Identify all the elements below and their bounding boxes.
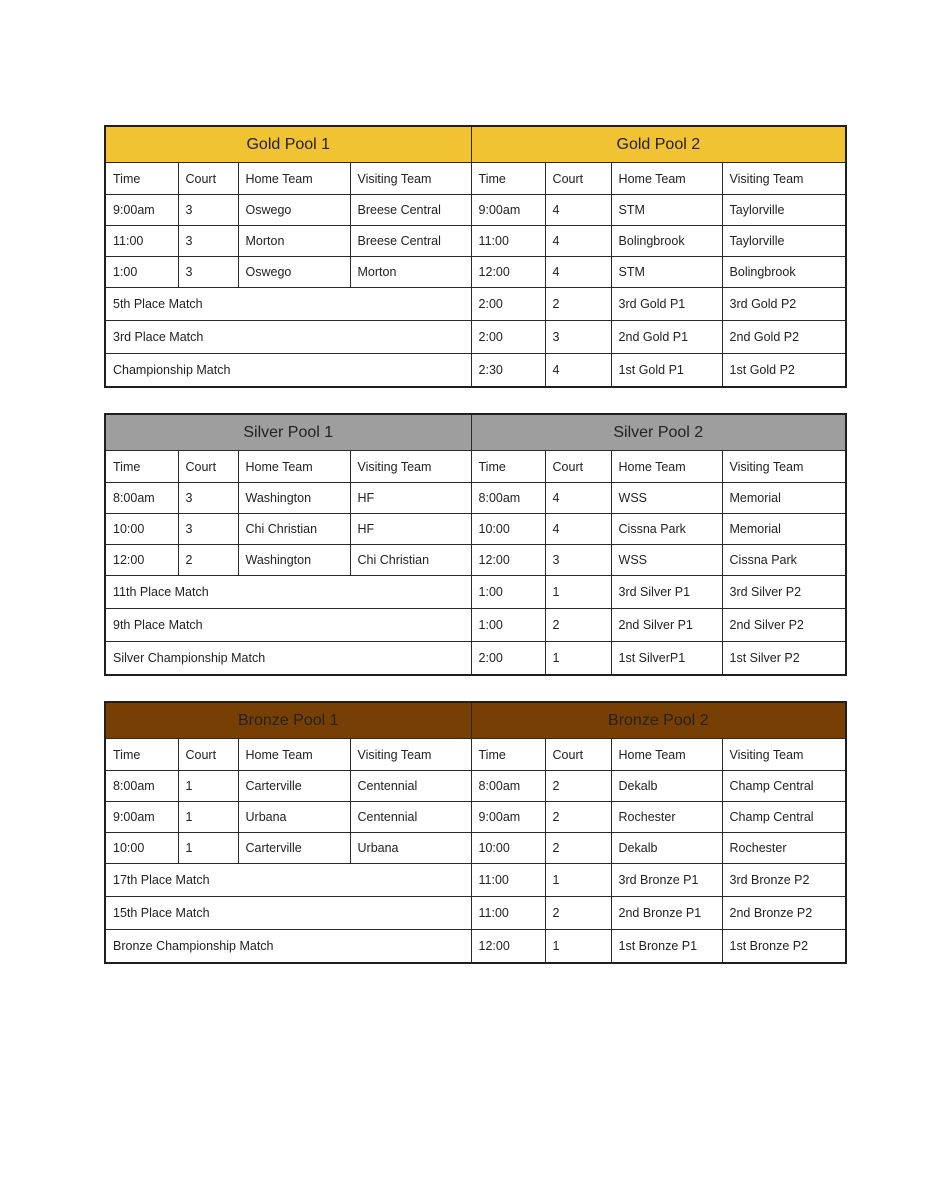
placement-row	[105, 609, 846, 642]
table-row	[105, 545, 846, 576]
placement-time: 1:00	[471, 609, 545, 642]
table-row	[105, 802, 846, 833]
game-court: 2	[545, 833, 611, 864]
game-time: 12:00	[471, 545, 545, 576]
game-court: 3	[178, 226, 238, 257]
col-header-court: Court	[178, 451, 238, 483]
game-home-team: Carterville	[238, 833, 350, 864]
game-court: 3	[178, 195, 238, 226]
placement-time: 2:00	[471, 642, 545, 676]
placement-match-name: 9th Place Match	[105, 609, 471, 642]
col-header-time: Time	[471, 163, 545, 195]
game-court: 3	[178, 257, 238, 288]
game-home-team: STM	[611, 195, 722, 226]
game-court: 1	[178, 771, 238, 802]
game-court: 1	[178, 833, 238, 864]
game-court: 4	[545, 483, 611, 514]
game-visiting-team: Taylorville	[722, 226, 846, 257]
pool-2-title: Gold Pool 2	[471, 126, 846, 163]
placement-row	[105, 642, 846, 676]
table-row	[105, 833, 846, 864]
game-time: 1:00	[105, 257, 178, 288]
placement-court: 2	[545, 609, 611, 642]
placement-time: 11:00	[471, 864, 545, 897]
placement-visiting: 3rd Bronze P2	[722, 864, 846, 897]
col-header-home-team: Home Team	[611, 451, 722, 483]
placement-row	[105, 354, 846, 388]
col-header-court: Court	[178, 739, 238, 771]
game-home-team: STM	[611, 257, 722, 288]
placement-court: 2	[545, 288, 611, 321]
placement-match-name: 3rd Place Match	[105, 321, 471, 354]
placement-court: 1	[545, 930, 611, 964]
game-court: 3	[545, 545, 611, 576]
bronze-pool-table	[104, 701, 847, 964]
placement-home: 3rd Gold P1	[611, 288, 722, 321]
game-visiting-team: Bolingbrook	[722, 257, 846, 288]
game-home-team: Urbana	[238, 802, 350, 833]
game-home-team: Dekalb	[611, 771, 722, 802]
game-home-team: Washington	[238, 483, 350, 514]
placement-row	[105, 930, 846, 964]
table-row	[105, 483, 846, 514]
col-header-home-team: Home Team	[238, 451, 350, 483]
gold-pool-table	[104, 125, 847, 388]
col-header-home-team: Home Team	[238, 163, 350, 195]
placement-row	[105, 897, 846, 930]
game-court: 2	[178, 545, 238, 576]
pool-1-title: Bronze Pool 1	[105, 702, 471, 739]
col-header-visiting-team: Visiting Team	[350, 163, 471, 195]
placement-match-name: 15th Place Match	[105, 897, 471, 930]
col-header-time: Time	[471, 451, 545, 483]
table-row	[105, 771, 846, 802]
col-header-visiting-team: Visiting Team	[722, 739, 846, 771]
col-header-home-team: Home Team	[238, 739, 350, 771]
game-court: 3	[178, 483, 238, 514]
game-visiting-team: Centennial	[350, 771, 471, 802]
col-header-time: Time	[105, 451, 178, 483]
game-visiting-team: Centennial	[350, 802, 471, 833]
game-visiting-team: Taylorville	[722, 195, 846, 226]
game-time: 12:00	[471, 257, 545, 288]
col-header-visiting-team: Visiting Team	[350, 739, 471, 771]
placement-visiting: 2nd Bronze P2	[722, 897, 846, 930]
game-home-team: Bolingbrook	[611, 226, 722, 257]
game-court: 4	[545, 514, 611, 545]
col-header-court: Court	[545, 739, 611, 771]
game-time: 9:00am	[471, 802, 545, 833]
game-home-team: Morton	[238, 226, 350, 257]
game-time: 8:00am	[471, 771, 545, 802]
game-home-team: Washington	[238, 545, 350, 576]
placement-court: 1	[545, 864, 611, 897]
placement-court: 1	[545, 642, 611, 676]
placement-time: 1:00	[471, 576, 545, 609]
placement-match-name: Championship Match	[105, 354, 471, 388]
game-visiting-team: Memorial	[722, 514, 846, 545]
game-visiting-team: Breese Central	[350, 195, 471, 226]
placement-home: 3rd Silver P1	[611, 576, 722, 609]
game-time: 8:00am	[105, 771, 178, 802]
game-visiting-team: Chi Christian	[350, 545, 471, 576]
col-header-court: Court	[545, 451, 611, 483]
col-header-visiting-team: Visiting Team	[722, 163, 846, 195]
placement-court: 1	[545, 576, 611, 609]
game-time: 9:00am	[105, 802, 178, 833]
placement-visiting: 3rd Gold P2	[722, 288, 846, 321]
placement-home: 3rd Bronze P1	[611, 864, 722, 897]
game-visiting-team: Memorial	[722, 483, 846, 514]
game-court: 1	[178, 802, 238, 833]
table-row	[105, 195, 846, 226]
game-time: 9:00am	[105, 195, 178, 226]
placement-time: 2:00	[471, 321, 545, 354]
placement-visiting: 1st Silver P2	[722, 642, 846, 676]
pool-1-title: Gold Pool 1	[105, 126, 471, 163]
placement-row	[105, 321, 846, 354]
game-home-team: Chi Christian	[238, 514, 350, 545]
game-home-team: Carterville	[238, 771, 350, 802]
col-header-home-team: Home Team	[611, 163, 722, 195]
placement-row	[105, 864, 846, 897]
game-visiting-team: Champ Central	[722, 771, 846, 802]
col-header-home-team: Home Team	[611, 739, 722, 771]
placement-court: 2	[545, 897, 611, 930]
pool-1-title: Silver Pool 1	[105, 414, 471, 451]
col-header-time: Time	[105, 163, 178, 195]
game-court: 4	[545, 257, 611, 288]
placement-row	[105, 288, 846, 321]
col-header-court: Court	[545, 163, 611, 195]
game-time: 10:00	[471, 514, 545, 545]
game-visiting-team: Champ Central	[722, 802, 846, 833]
game-visiting-team: HF	[350, 483, 471, 514]
placement-visiting: 1st Gold P2	[722, 354, 846, 388]
game-court: 2	[545, 771, 611, 802]
game-time: 8:00am	[105, 483, 178, 514]
game-home-team: WSS	[611, 483, 722, 514]
placement-visiting: 1st Bronze P2	[722, 930, 846, 964]
silver-pool-table	[104, 413, 847, 676]
placement-home: 2nd Silver P1	[611, 609, 722, 642]
placement-time: 2:00	[471, 288, 545, 321]
col-header-time: Time	[471, 739, 545, 771]
game-visiting-team: Breese Central	[350, 226, 471, 257]
placement-visiting: 2nd Silver P2	[722, 609, 846, 642]
game-time: 12:00	[105, 545, 178, 576]
game-home-team: Rochester	[611, 802, 722, 833]
game-home-team: WSS	[611, 545, 722, 576]
game-home-team: Cissna Park	[611, 514, 722, 545]
game-visiting-team: HF	[350, 514, 471, 545]
table-row	[105, 514, 846, 545]
col-header-visiting-team: Visiting Team	[722, 451, 846, 483]
placement-match-name: Silver Championship Match	[105, 642, 471, 676]
placement-match-name: 11th Place Match	[105, 576, 471, 609]
placement-home: 1st Gold P1	[611, 354, 722, 388]
game-home-team: Oswego	[238, 257, 350, 288]
table-row	[105, 257, 846, 288]
col-header-time: Time	[105, 739, 178, 771]
game-time: 8:00am	[471, 483, 545, 514]
game-visiting-team: Morton	[350, 257, 471, 288]
placement-home: 2nd Bronze P1	[611, 897, 722, 930]
pool-2-title: Silver Pool 2	[471, 414, 846, 451]
game-court: 4	[545, 226, 611, 257]
placement-time: 11:00	[471, 897, 545, 930]
game-home-team: Oswego	[238, 195, 350, 226]
pool-2-title: Bronze Pool 2	[471, 702, 846, 739]
game-time: 10:00	[471, 833, 545, 864]
game-time: 10:00	[105, 833, 178, 864]
game-time: 11:00	[105, 226, 178, 257]
game-time: 11:00	[471, 226, 545, 257]
game-home-team: Dekalb	[611, 833, 722, 864]
game-court: 4	[545, 195, 611, 226]
placement-visiting: 3rd Silver P2	[722, 576, 846, 609]
col-header-court: Court	[178, 163, 238, 195]
placement-home: 2nd Gold P1	[611, 321, 722, 354]
placement-court: 3	[545, 321, 611, 354]
placement-match-name: 17th Place Match	[105, 864, 471, 897]
placement-visiting: 2nd Gold P2	[722, 321, 846, 354]
placement-court: 4	[545, 354, 611, 388]
table-row	[105, 226, 846, 257]
placement-match-name: Bronze Championship Match	[105, 930, 471, 964]
game-visiting-team: Rochester	[722, 833, 846, 864]
game-time: 9:00am	[471, 195, 545, 226]
placement-time: 2:30	[471, 354, 545, 388]
placement-time: 12:00	[471, 930, 545, 964]
placement-home: 1st Bronze P1	[611, 930, 722, 964]
game-court: 2	[545, 802, 611, 833]
game-time: 10:00	[105, 514, 178, 545]
col-header-visiting-team: Visiting Team	[350, 451, 471, 483]
game-court: 3	[178, 514, 238, 545]
placement-match-name: 5th Place Match	[105, 288, 471, 321]
placement-home: 1st SilverP1	[611, 642, 722, 676]
placement-row	[105, 576, 846, 609]
game-visiting-team: Urbana	[350, 833, 471, 864]
game-visiting-team: Cissna Park	[722, 545, 846, 576]
